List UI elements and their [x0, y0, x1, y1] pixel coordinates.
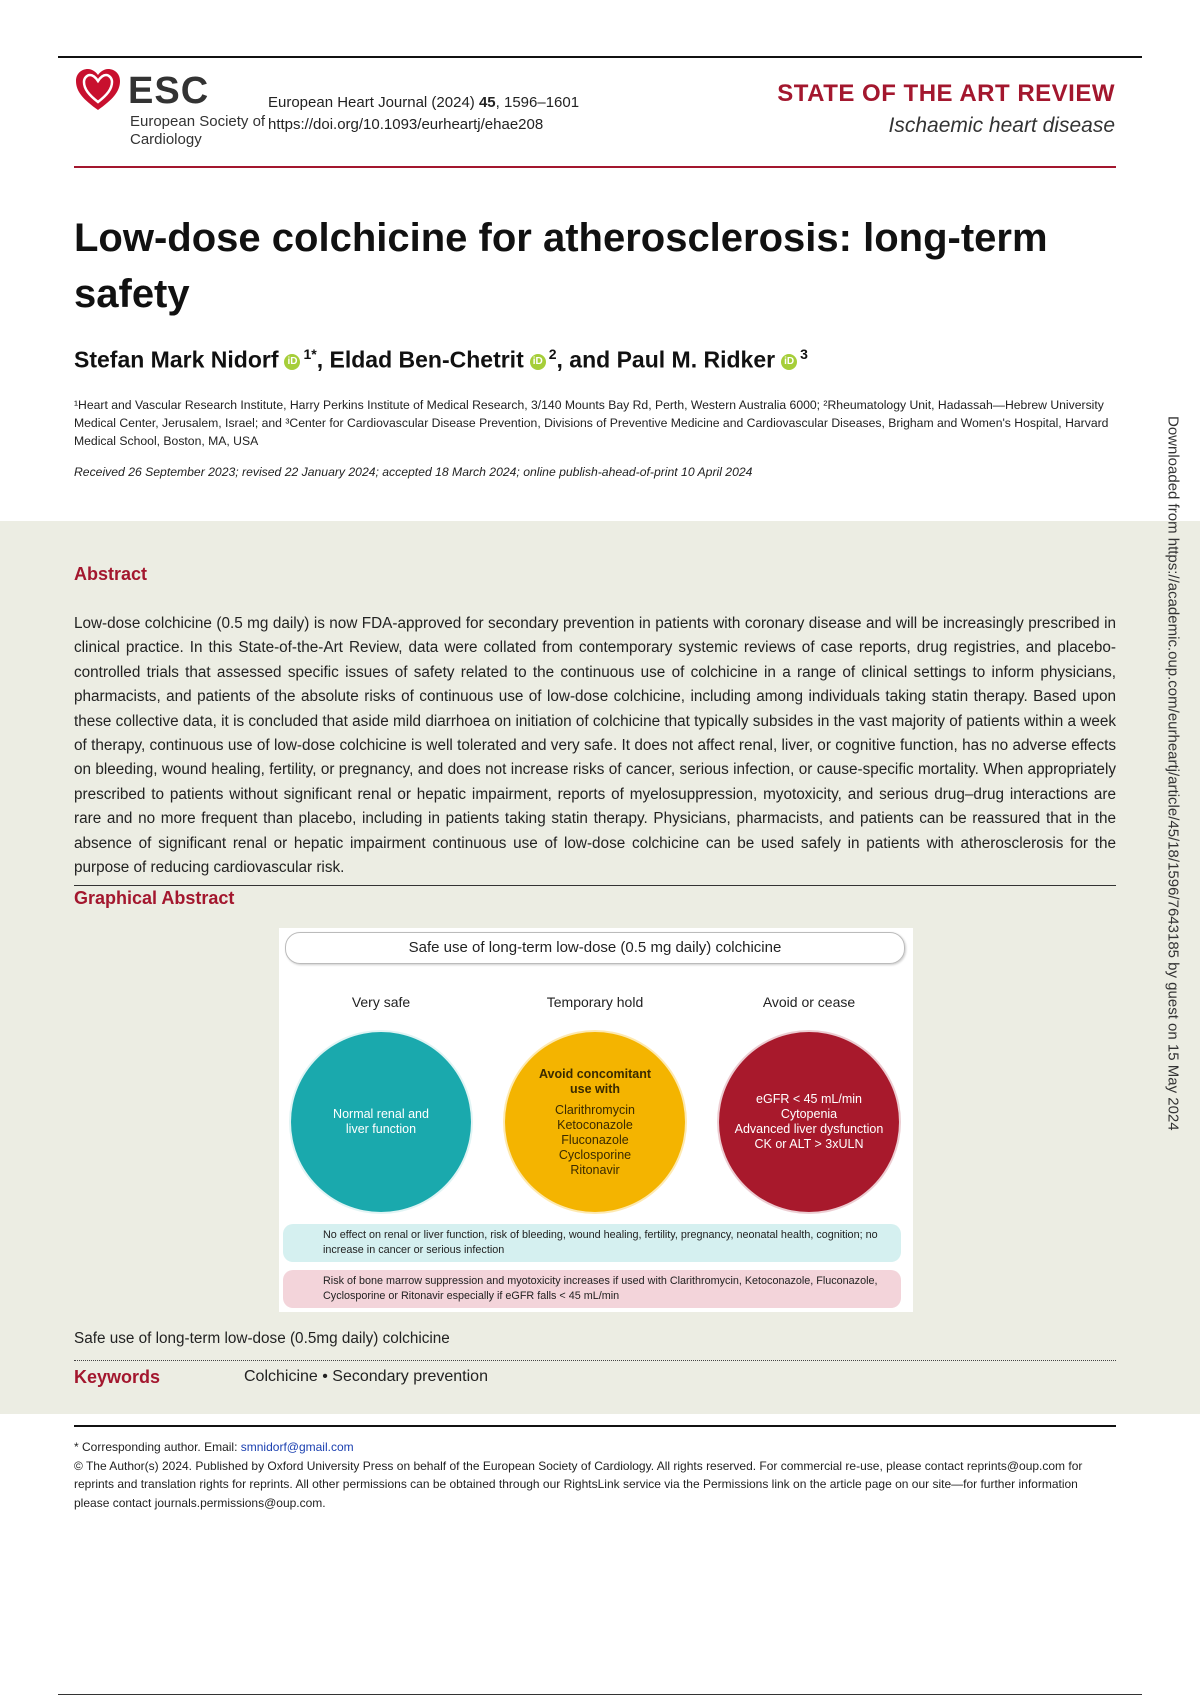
avoid-circle — [719, 1032, 899, 1212]
circle-line: Cyclosporine — [558, 1147, 632, 1162]
circle-line: Ketoconazole — [557, 1117, 633, 1132]
graphical-abstract-figure[interactable] — [279, 928, 913, 1312]
publication-dates: Received 26 September 2023; revised 22 January 2024; accepted 18 March 2024; online publish-ahead-of-print 10 April 2024 — [74, 465, 753, 479]
doi-link[interactable]: https://doi.org/10.1093/eurheartj/ehae208 — [268, 116, 544, 133]
graphical-abstract-heading: Graphical Abstract — [74, 888, 235, 908]
orcid-icon[interactable]: iD — [781, 354, 797, 370]
safety-note-bar: No effect on renal or liver function, risk of bleeding, wound healing, fertility, pregnancy, neonatal health, cognition; no increase in cancer or serious infection — [283, 1224, 901, 1262]
heart-logo-icon — [74, 66, 122, 114]
figure-title: Safe use of long-term low-dose (0.5 mg daily) colchicine — [285, 932, 905, 964]
journal-volume: 45 — [478, 94, 496, 111]
affiliations: ¹Heart and Vascular Research Institute, Harry Perkins Institute of Medical Research, 3/140 Mounts Bay Rd, Perth, Western Australia 6000; ²Rheumatology Unit, Hadassah—Hebrew University Medical Center, Jerusalem, Israel; and ³Center for Cardiovascular Disease Prevention, Divisions of Preventive Medicine and Cardiovascular Diseases, Brigham and Women's Hospital, Harvard Medical School, Boston, MA, USA — [74, 398, 1109, 448]
bottom-rule — [58, 1694, 1142, 1695]
review-topic: Ischaemic heart disease — [888, 114, 1115, 137]
journal-citation — [268, 92, 579, 136]
column-label-very-safe: Very safe — [351, 994, 411, 1010]
abstract-text: Low-dose colchicine (0.5 mg daily) is now FDA-approved for secondary prevention in patients with coronary disease and will be increasingly prescribed in clinical practice. In this State-of-the-Art Review, data were collated from contemporary systemic reviews of case reports, drug registries, and placebo-controlled trials that assessed specific issues of safety related to the continuous use of colchicine in a range of clinical settings to inform physicians, pharmacists, and patients of the absolute risks of continuous use of low-dose colchicine, including among individuals taking statin therapy. Based upon these collective data, it is concluded that aside mild diarrhoea on initiation of colchicine that typically subsides in the vast majority of patients within a week of therapy, continuous use of low-dose colchicine is well tolerated and very safe. It does not affect renal, liver, or cognitive function, has no adverse effects on bleeding, wound healing, fertility, or pregnancy, and does not increase risks of cancer, serious infection, or cause-specific mortality. When appropriately prescribed to patients without significant renal or hepatic impairment, reports of myelosuppression, myotoxicity, and serious drug–drug interactions are rare and no more frequent than placebo, including in patients taking statin therapy. Physicians, pharmacists, and patients can be reassured that in the absence of significant renal or hepatic impairment continuous use of low-dose colchicine can be used safely in patients with atherosclerosis for the purpose of reducing cardiovascular risk. — [74, 615, 1116, 877]
circle-line: liver function — [345, 1122, 417, 1136]
article-title: Low-dose colchicine for atherosclerosis: long-term safety — [74, 216, 1048, 316]
column-label-avoid: Avoid or cease — [762, 994, 856, 1010]
copyright-notice: © The Author(s) 2024. Published by Oxford University Press on behalf of the European Society of Cardiology. All rights reserved. For commercial re-use, please contact reprints@oup.com for reprints and translation rights for reprints. All other permissions can be obtained through our RightsLink service via the Permissions link on the article page on our site—for further information please contact journals.permissions@oup.com. — [74, 1458, 1083, 1510]
footnote-rule — [74, 1425, 1116, 1427]
author-name[interactable]: Paul M. Ridker — [616, 346, 776, 373]
author-affiliation-mark: 3 — [800, 346, 808, 362]
author-separator: , — [316, 346, 330, 373]
author-affiliation-mark: 1* — [303, 346, 317, 362]
orcid-icon[interactable]: iD — [530, 354, 546, 370]
circle-line: Ritonavir — [570, 1162, 620, 1177]
circle-heading: Avoid concomitant use with — [538, 1066, 652, 1096]
article-type — [777, 80, 1115, 138]
circle-line: Fluconazole — [561, 1132, 629, 1147]
very-safe-circle — [291, 1032, 471, 1212]
circle-line: Cytopenia — [780, 1107, 838, 1121]
circle-line: Advanced liver dysfunction — [734, 1122, 884, 1136]
download-note-text: Downloaded from https://academic.oup.com/eurheartj/article/45/18/1596/7643185 by guest on 15 May 2024 — [1164, 416, 1182, 1131]
abstract-divider — [74, 885, 1116, 886]
corresponding-label: * Corresponding author. Email: — [74, 1440, 241, 1454]
esc-logo[interactable] — [74, 66, 264, 152]
author-affiliation-mark: 2 — [548, 346, 557, 362]
logo-wordmark: ESC — [128, 70, 210, 112]
logo-subtitle: European Society of Cardiology — [130, 113, 266, 148]
circle-line: Clarithromycin — [555, 1102, 635, 1117]
column-label-temporary-hold: Temporary hold — [546, 994, 644, 1010]
review-kind: STATE OF THE ART REVIEW — [777, 80, 1115, 107]
risk-note-bar: Risk of bone marrow suppression and myotoxicity increases if used with Clarithromycin, Ketoconazole, Fluconazole, Cyclosporine or Ritonavir especially if eGFR falls < 45 mL/min — [283, 1270, 901, 1308]
keywords-divider — [74, 1360, 1116, 1361]
download-note — [1165, 416, 1181, 1188]
temporary-hold-circle — [505, 1032, 685, 1212]
orcid-icon[interactable]: iD — [284, 354, 300, 370]
footnotes — [74, 1438, 1116, 1512]
circle-line: Normal renal and — [333, 1107, 429, 1121]
figure-caption: Safe use of long-term low-dose (0.5mg daily) colchicine — [74, 1330, 450, 1347]
abstract-heading: Abstract — [74, 564, 148, 584]
author-name[interactable]: Stefan Mark Nidorf — [74, 346, 279, 373]
circle-line: eGFR < 45 mL/min — [756, 1092, 862, 1106]
author-name[interactable]: Eldad Ben-Chetrit — [329, 346, 524, 373]
circle-line: CK or ALT > 3xULN — [754, 1137, 864, 1151]
top-rule — [58, 56, 1142, 58]
author-list — [74, 346, 808, 374]
author-separator: , and — [556, 346, 617, 373]
keywords-list: Colchicine • Secondary prevention — [244, 1368, 488, 1385]
journal-pages: , 1596–1601 — [495, 94, 580, 111]
journal-name: European Heart Journal (2024) — [268, 94, 475, 111]
header-divider — [74, 166, 1116, 168]
corresponding-email-link[interactable]: smnidorf@gmail.com — [240, 1440, 354, 1454]
keywords-heading: Keywords — [74, 1367, 161, 1387]
